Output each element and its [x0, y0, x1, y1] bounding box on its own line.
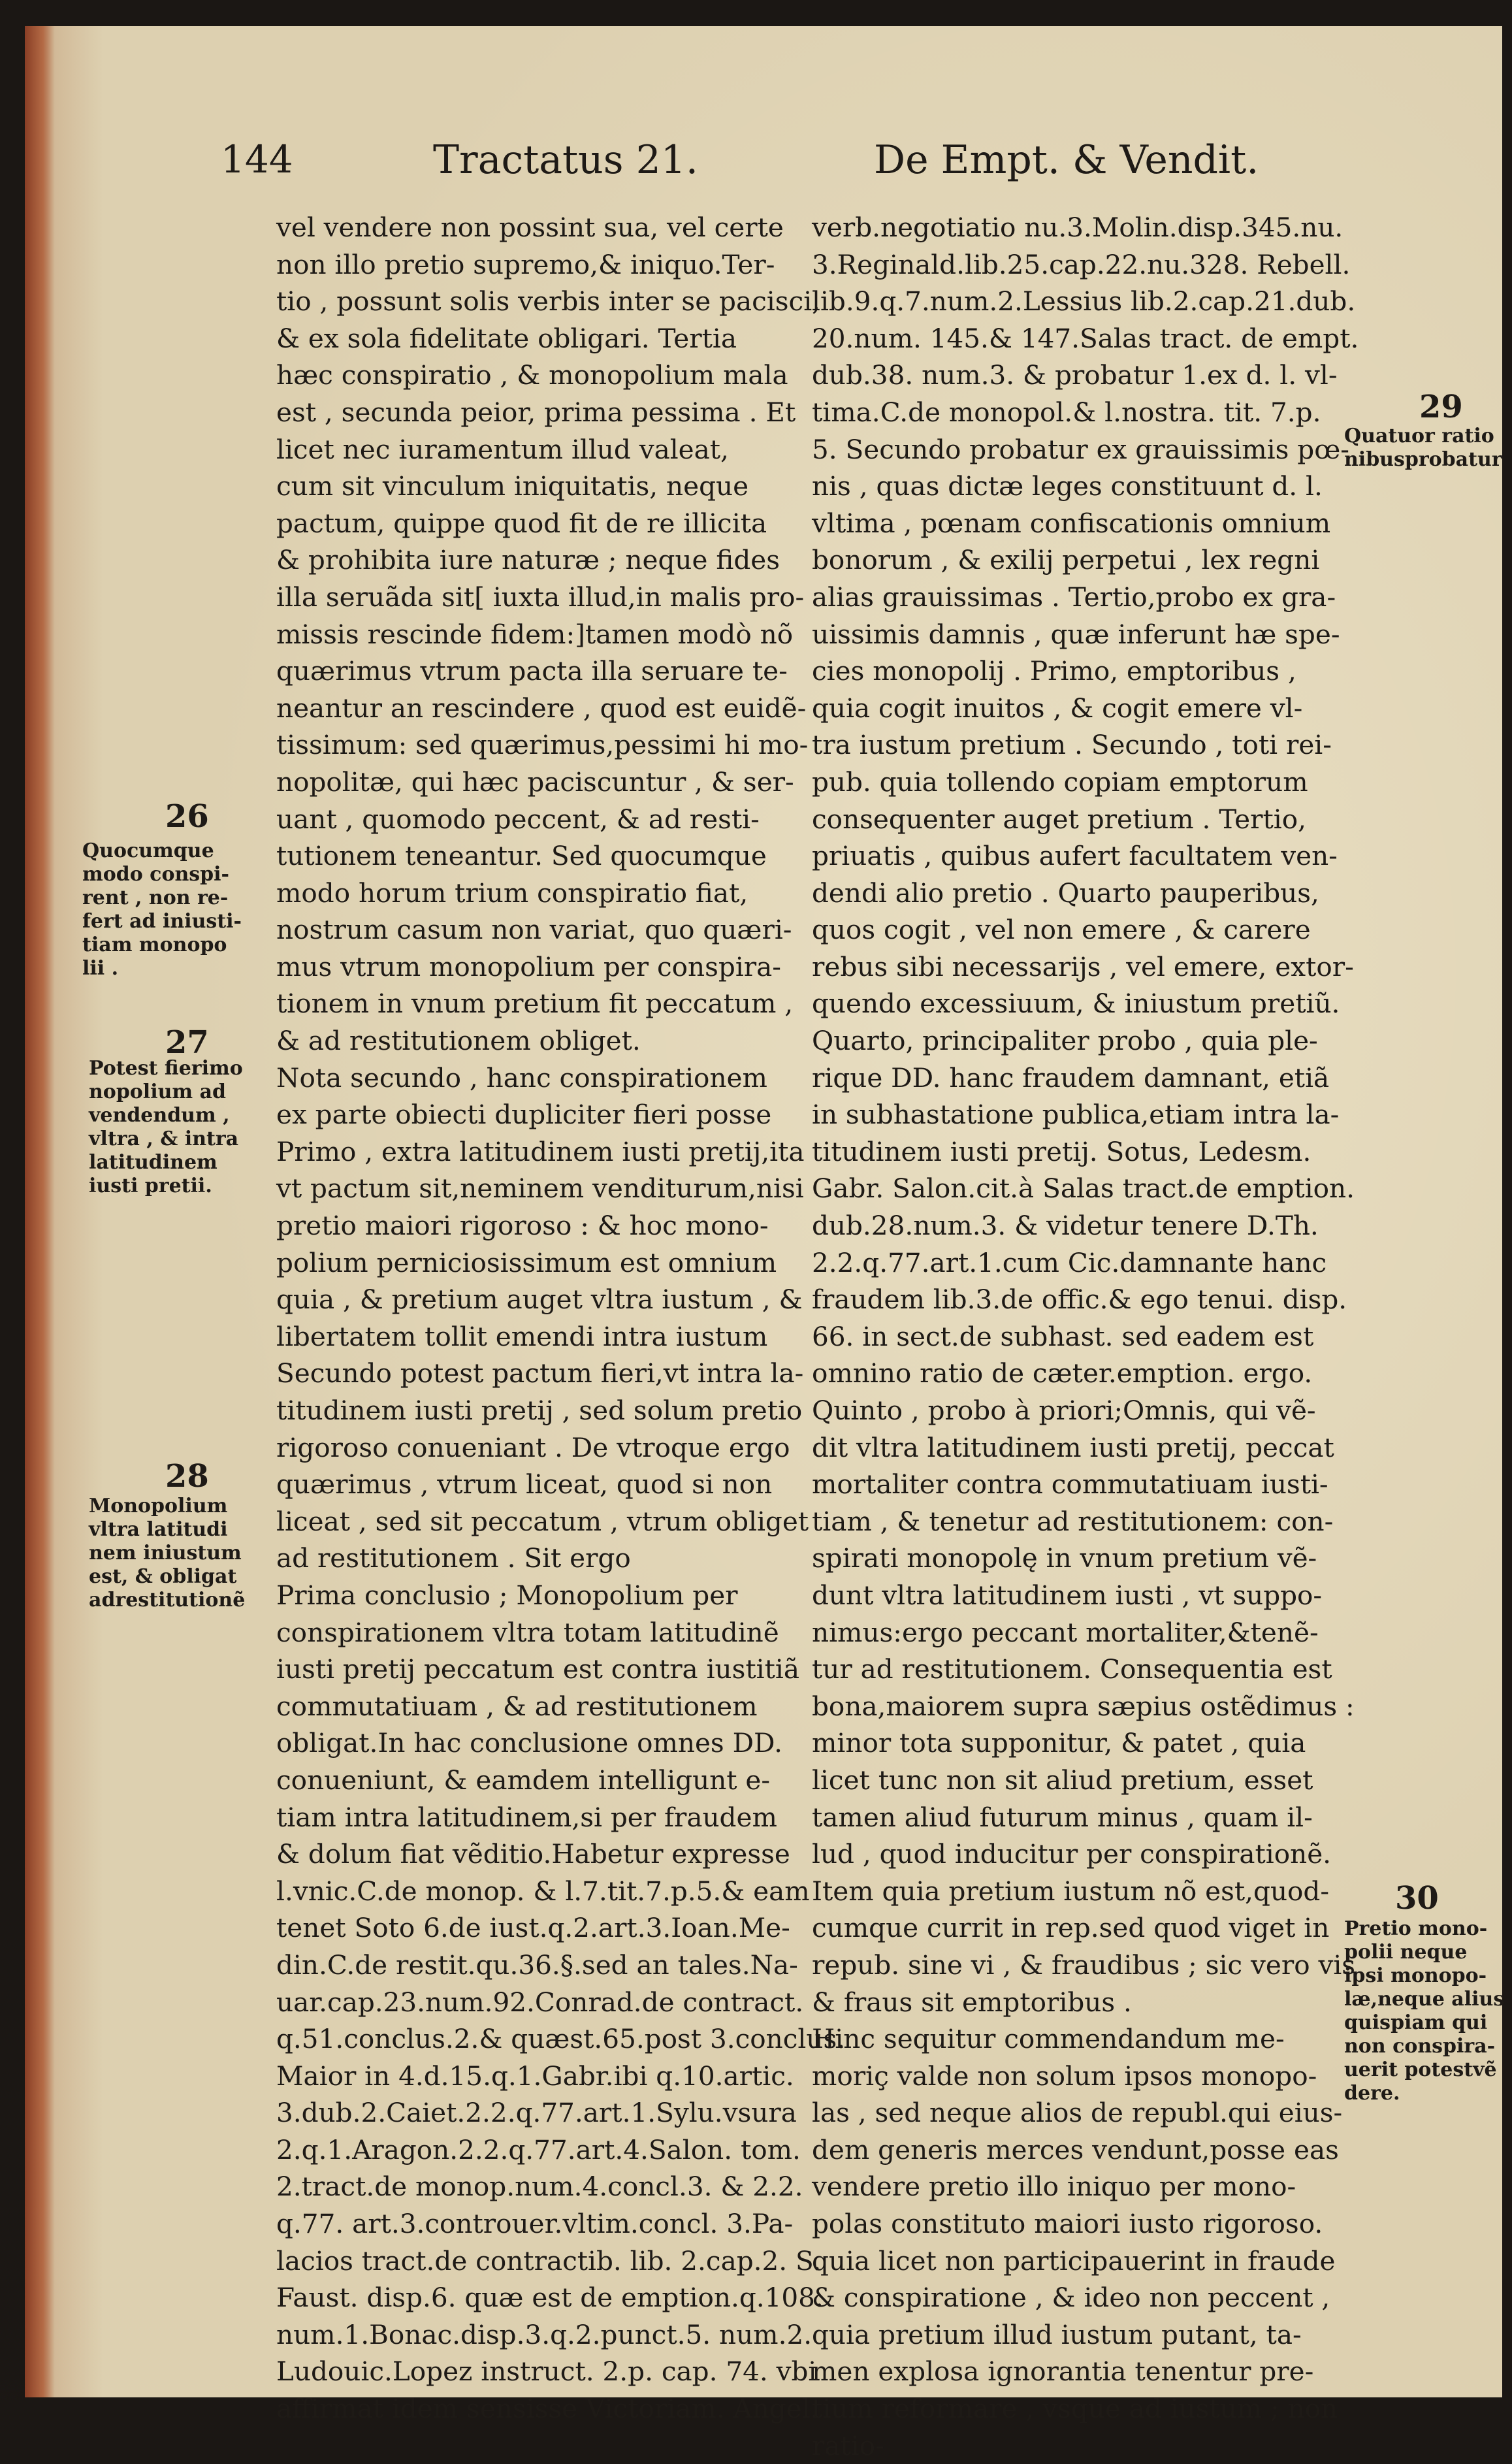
margin-note-line: læ,neque alius [1344, 1988, 1505, 2011]
margin-number-29: 29 [1419, 389, 1463, 425]
text-line: quia cogit inuitos , & cogit emere vl- [812, 692, 1303, 724]
text-line: quia , & pretium auget vltra iustum , & [276, 1284, 803, 1316]
text-line: tiam intra latitudinem,si per fraudem [276, 1801, 777, 1833]
text-line: 3.Reginald.lib.25.cap.22.nu.328. Rebell. [812, 248, 1351, 280]
text-line: Gabr. Salon.cit.à Salas tract.de emption. [812, 1173, 1355, 1205]
text-line: num.1.Bonac.disp.3.q.2.punct.5. num.2. [276, 2318, 812, 2350]
text-line: ex parte obiecti dupliciter fieri posse [276, 1099, 772, 1131]
text-line: nostrum casum non variat, quo quæri- [276, 914, 792, 946]
text-line: quia licet non participauerint in fraude [812, 2245, 1336, 2277]
text-line: licet tunc non sit aliud pretium, esset [812, 1764, 1313, 1796]
text-line: alias grauissimas . Tertio,probo ex gra- [812, 581, 1336, 613]
margin-number-27: 27 [165, 1024, 209, 1061]
text-line: Secundo potest pactum fieri,vt intra la- [276, 1357, 804, 1389]
text-line: polium perniciosissimum est omnium [276, 1246, 777, 1278]
text-line: spirati monopolę in vnum pretium vẽ- [812, 1542, 1317, 1574]
text-line: q.77. art.3.controuer.vltim.concl. 3.Pa- [276, 2208, 794, 2240]
text-line: tissimum: sed quærimus,pessimi hi mo- [276, 729, 809, 761]
text-line: nis , quas dictæ leges constituunt d. l. [812, 470, 1323, 502]
text-line: 2.2.q.77.art.1.cum Cic.damnante hanc [812, 1246, 1327, 1278]
text-line: Faust. disp.6. quæ est de emption.q.108. [276, 2282, 824, 2314]
text-line: Ludouic.Lopez instruct. 2.p. cap. 74. vbi [276, 2356, 817, 2388]
text-line: repub. sine vi , & fraudibus ; sic vero vis [812, 1949, 1356, 1981]
text-line: tenet Soto 6.de iust.q.2.art.3.Ioan.Me- [276, 1912, 790, 1944]
text-line: titudinem iusti pretij. Sotus, Ledesm. [812, 1135, 1311, 1167]
text-line: Primo , extra latitudinem iusti pretij,ita [276, 1135, 805, 1167]
margin-note-line: nibusprobatur [1344, 448, 1502, 471]
text-line: omnino ratio de cæter.emption. ergo. [812, 1357, 1313, 1389]
text-line: mus vtrum monopolium per conspira- [276, 950, 781, 982]
text-line: commutatiuam , & ad restitutionem [276, 1690, 758, 1722]
text-line: 2.q.1.Aragon.2.2.q.77.art.4.Salon. tom. [276, 2133, 801, 2165]
text-line: & ad restitutionem obliget. [276, 1025, 641, 1057]
text-line: Nota secundo , hanc conspirationem [276, 1062, 767, 1094]
text-line: uar.cap.23.num.92.Conrad.de contract. [276, 1986, 804, 2018]
margin-note-line: polii neque [1344, 1941, 1468, 1964]
text-line: cumque currit in rep.sed quod viget in [812, 1912, 1330, 1944]
margin-note-30 [1344, 1917, 1504, 2105]
text-line: tima.C.de monopol.& l.nostra. tit. 7.p. [812, 396, 1321, 428]
text-line: liceat , sed sit peccatum , vtrum obliget [276, 1505, 809, 1537]
text-line: dit vltra latitudinem iusti pretij, peccat [812, 1431, 1334, 1463]
text-line: tiam , & tenetur ad restitutionem: con- [812, 1505, 1334, 1537]
margin-number-26: 26 [165, 798, 209, 835]
text-line: mortaliter contra commutatiuam iusti- [812, 1468, 1328, 1500]
text-line: din.C.de restit.qu.36.§.sed an tales.Na- [276, 1949, 798, 1981]
text-line: vel vendere non possint sua, vel certe [276, 212, 784, 243]
text-line: licet nec iuramentum illud valeat, [276, 433, 729, 465]
text-line: tur ad restitutionem. Consequentia est [812, 1653, 1332, 1685]
text-line: titudinem iusti pretij , sed solum pretio [276, 1395, 803, 1426]
text-line: & conspiratione , & ideo non peccent , [812, 2282, 1330, 2314]
text-line: dem generis merces vendunt,posse eas [812, 2133, 1339, 2165]
margin-number-30: 30 [1395, 1880, 1439, 1917]
margin-note-26 [82, 839, 242, 981]
text-line: moriç valde non solum ipsos monopo- [812, 2060, 1317, 2092]
margin-note-line: Pretio mono- [1344, 1917, 1488, 1940]
text-line: illa seruãda sit[ iuxta illud,in malis pro- [276, 581, 805, 613]
text-line: dunt vltra latitudinem iusti , vt suppo- [812, 1579, 1323, 1611]
text-line: & fraus sit emptoribus . [812, 1986, 1132, 2018]
text-line: tium reformare , vsque ad iustum ; non [812, 2393, 1338, 2425]
margin-note-line: Potest fierimo [89, 1057, 243, 1080]
text-line: priuatis , quibus aufert facultatem ven- [812, 840, 1338, 872]
text-line: nimus:ergo peccant mortaliter,&tenẽ- [812, 1616, 1319, 1648]
text-line: tionem in vnum pretium fit peccatum , [276, 988, 794, 1020]
text-line: neantur an rescindere , quod est euidẽ- [276, 692, 807, 724]
text-line: conspirationem vltra totam latitudinẽ [276, 1616, 779, 1648]
text-line: cies monopolij . Primo, emptoribus , [812, 655, 1296, 687]
text-line: dub.28.num.3. & videtur tenere D.Th. [812, 1210, 1319, 1242]
margin-note-27 [89, 1057, 243, 1198]
text-line: quos cogit , vel non emere , & carere [812, 914, 1311, 946]
margin-note-line: nopolium ad [89, 1080, 227, 1103]
text-line: 5. Secundo probatur ex grauissimis pœ- [812, 433, 1349, 465]
text-line: lib.9.q.7.num.2.Lessius lib.2.cap.21.dub. [812, 285, 1356, 317]
text-line: iusti pretij peccatum est contra iustitiã [276, 1653, 800, 1685]
text-line: & dolum fiat vẽditio.Habetur expresse [276, 1838, 790, 1870]
running-head-right: De Empt. & Vendit. [874, 137, 1259, 183]
margin-note-line: dere. [1344, 2082, 1400, 2105]
text-line: quia pretium illud iustum putant, ta- [812, 2318, 1302, 2350]
text-line: in subhastatione publica,etiam intra la- [812, 1099, 1340, 1131]
text-line: uant , quomodo peccent, & ad resti- [276, 803, 760, 835]
margin-note-line: vendendum , [89, 1104, 230, 1127]
margin-note-line: iusti pretii. [89, 1175, 212, 1197]
text-line: pactum, quippe quod fit de re illicita [276, 507, 767, 539]
margin-note-line: tiam monopo [82, 933, 227, 956]
text-line: modo horum trium conspiratio fiat, [276, 877, 748, 909]
margin-note-line: ipsi monopo- [1344, 1964, 1487, 1987]
text-line: obligat.In hac conclusione omnes DD. [276, 1727, 782, 1759]
margin-note-line: Quocumque [82, 839, 214, 862]
text-line: uissimis damnis , quæ inferunt hæ spe- [812, 618, 1340, 650]
margin-note-line: uerit potestvẽ [1344, 2058, 1497, 2081]
text-line: & ex sola fidelitate obligari. Tertia [276, 322, 737, 354]
text-line: bonorum , & exilij perpetui , lex regni [812, 544, 1320, 576]
text-line: l.vnic.C.de monop. & l.7.tit.7.p.5.& eam [276, 1875, 810, 1907]
text-line: quærimus vtrum pacta illa seruare te- [276, 655, 788, 687]
margin-note-line: lii . [82, 957, 119, 980]
text-line: non illo pretio supremo,& iniquo.Ter- [276, 248, 775, 280]
margin-note-line: Quatuor ratio [1344, 425, 1494, 447]
text-line: Item quia pretium iustum nõ est,quod- [812, 1875, 1330, 1907]
margin-note-line: latitudinem [89, 1151, 217, 1174]
text-line: minor tota supponitur, & patet , quia [812, 1727, 1306, 1759]
left-text-column [276, 209, 846, 2427]
margin-note-line: fert ad iniusti- [82, 910, 242, 933]
text-line: est , secunda peior, prima pessima . Et [276, 396, 796, 428]
text-line: q.51.conclus.2.& quæst.65.post 3.conclus. [276, 2023, 846, 2055]
text-line: consequenter auget pretium . Tertio, [812, 803, 1306, 835]
text-line: tio , possunt solis verbis inter se pacisci, [276, 285, 821, 317]
margin-note-line: adrestitutionẽ [89, 1589, 246, 1612]
text-line: 2.tract.de monop.num.4.concl.3. & 2.2. [276, 2171, 803, 2203]
text-line: lud , quod inducitur per conspirationẽ. [812, 1838, 1332, 1870]
text-line: rigoroso conueniant . De vtroque ergo [276, 1431, 790, 1463]
text-line: vltima , pœnam confiscationis omnium [812, 507, 1331, 539]
text-line: polas constituto maiori iusto rigoroso. [812, 2208, 1323, 2240]
text-line: conueniunt, & eamdem intelligunt e- [276, 1764, 771, 1796]
text-line: men explosa ignorantia tenentur pre- [812, 2356, 1314, 2388]
text-line: libertatem tollit emendi intra iustum [276, 1320, 768, 1352]
text-line: vt pactum sit,neminem venditurum,nisi [276, 1173, 804, 1205]
text-line: lacios tract.de contractib. lib. 2.cap.2. S. [276, 2245, 822, 2277]
text-line: rique DD. hanc fraudem damnant, etiã [812, 1062, 1330, 1094]
margin-note-28 [89, 1495, 245, 1612]
page-spine-edge [25, 26, 55, 2397]
text-line: ratio- [812, 2429, 884, 2461]
text-line: affirmat idem sensisse Victoriam. Angel. [276, 2393, 819, 2425]
margin-note-line: vltra latitudi [89, 1518, 228, 1541]
margin-note-line: quispiam qui [1344, 2011, 1488, 2034]
margin-note-line: modo conspi- [82, 863, 229, 886]
text-line: quærimus , vtrum liceat, quod si non [276, 1468, 773, 1500]
text-line: Hinc sequitur commendandum me- [812, 2023, 1285, 2055]
text-line: cum sit vinculum iniquitatis, neque [276, 470, 749, 502]
right-text-column [812, 209, 1362, 2464]
text-line: verb.negotiatio nu.3.Molin.disp.345.nu. [812, 212, 1343, 243]
margin-note-line: est, & obligat [89, 1565, 237, 1588]
margin-note-line: vltra , & intra [89, 1127, 239, 1150]
page-number: 144 [221, 137, 293, 182]
text-line: tra iustum pretium . Secundo , toti rei- [812, 729, 1332, 761]
text-line: 3.dub.2.Caiet.2.2.q.77.art.1.Sylu.vsura [276, 2097, 797, 2129]
margin-note-line: nem iniustum [89, 1542, 242, 1564]
margin-note-29 [1344, 425, 1502, 472]
text-line: dub.38. num.3. & probatur 1.ex d. l. vl- [812, 359, 1338, 391]
book-page [25, 26, 1505, 2461]
text-line: 20.num. 145.& 147.Salas tract. de empt. [812, 322, 1359, 354]
text-line: las , sed neque alios de republ.qui eius- [812, 2097, 1343, 2129]
text-line: fraudem lib.3.de offic.& ego tenui. disp. [812, 1284, 1347, 1316]
text-line: dendi alio pretio . Quarto pauperibus, [812, 877, 1319, 909]
text-line: & prohibita iure naturæ ; neque fides [276, 544, 780, 576]
text-line: quendo excessiuum, & iniustum pretiũ. [812, 988, 1340, 1020]
text-line: tutionem teneantur. Sed quocumque [276, 840, 767, 872]
margin-note-line: rent , non re- [82, 886, 229, 909]
text-line: Quinto , probo à priori;Omnis, qui vẽ- [812, 1395, 1316, 1426]
text-line: Quarto, principaliter probo , quia ple- [812, 1025, 1318, 1057]
text-line: missis rescinde fidem:]tamen modò nõ [276, 618, 794, 650]
text-line: Prima conclusio ; Monopolium per [276, 1579, 738, 1611]
text-line: tamen aliud futurum minus , quam il- [812, 1801, 1313, 1833]
margin-note-line: Monopolium [89, 1495, 228, 1517]
text-line: hæc conspiratio , & monopolium mala [276, 359, 788, 391]
text-line: Maior in 4.d.15.q.1.Gabr.ibi q.10.artic. [276, 2060, 794, 2092]
text-line: pretio maiori rigoroso : & hoc mono- [276, 1210, 769, 1242]
text-line: rebus sibi necessarijs , vel emere, extor- [812, 950, 1354, 982]
margin-note-line: non conspira- [1344, 2035, 1496, 2058]
margin-number-28: 28 [165, 1458, 209, 1495]
text-line: ad restitutionem . Sit ergo [276, 1542, 631, 1574]
text-line: pub. quia tollendo copiam emptorum [812, 766, 1308, 798]
running-head-left: Tractatus 21. [433, 137, 698, 183]
text-line: nopolitæ, qui hæc paciscuntur , & ser- [276, 766, 794, 798]
text-line: 66. in sect.de subhast. sed eadem est [812, 1320, 1314, 1352]
text-line: bona,maiorem supra sæpius ostẽdimus : [812, 1690, 1355, 1722]
text-line: vendere pretio illo iniquo per mono- [812, 2171, 1296, 2203]
